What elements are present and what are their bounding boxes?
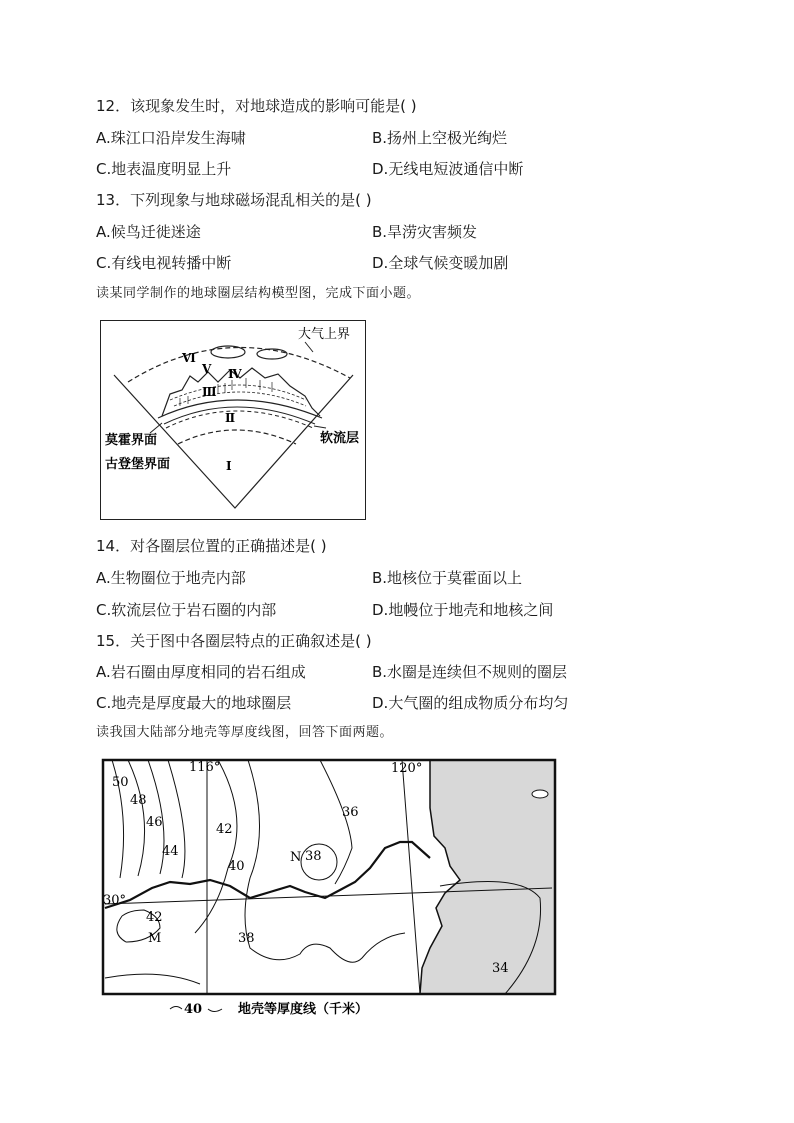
map-legend bbox=[168, 998, 428, 1020]
q13-option-b[interactable]: B.旱涝灾害频发 bbox=[372, 223, 478, 241]
label-asthenosphere: 软流层 bbox=[320, 431, 360, 446]
isoline-label-34: 34 bbox=[492, 961, 509, 976]
label-vi: Ⅵ bbox=[182, 351, 196, 365]
q15-stem: 15．关于图中各圈层特点的正确叙述是( ) bbox=[96, 632, 372, 650]
label-lon-116: 116° bbox=[189, 760, 221, 775]
crust-thickness-map-figure bbox=[100, 758, 560, 1020]
q15-option-d[interactable]: D.大气圈的组成物质分布均匀 bbox=[372, 694, 569, 712]
q12-option-b[interactable]: B.扬州上空极光绚烂 bbox=[372, 129, 508, 147]
q12-stem: 12．该现象发生时，对地球造成的影响可能是( ) bbox=[96, 97, 417, 115]
q13-stem: 13．下列现象与地球磁场混乱相关的是( ) bbox=[96, 191, 372, 209]
q14-stem: 14．对各圈层位置的正确描述是( ) bbox=[96, 537, 327, 555]
label-v: Ⅴ bbox=[202, 362, 212, 376]
earth-layers-figure bbox=[100, 320, 366, 520]
q12-option-c[interactable]: C.地表温度明显上升 bbox=[96, 160, 232, 178]
isoline-label-46: 46 bbox=[146, 815, 163, 830]
q15-option-c[interactable]: C.地壳是厚度最大的地球圈层 bbox=[96, 694, 292, 712]
isoline-label-42-m: 42 bbox=[146, 910, 163, 925]
earth-layers-diagram bbox=[100, 320, 366, 520]
q15-option-b[interactable]: B.水圈是连续但不规则的圈层 bbox=[372, 663, 568, 681]
label-atmosphere-top: 大气上界 bbox=[298, 327, 351, 342]
label-lat-30: 30° bbox=[103, 893, 127, 908]
isoline-label-50: 50 bbox=[112, 775, 129, 790]
island bbox=[532, 790, 548, 798]
isoline-label-40: 40 bbox=[228, 859, 245, 874]
q12-option-a[interactable]: A.珠江口沿岸发生海啸 bbox=[96, 129, 246, 147]
intro-earth-layers: 读某同学制作的地球圈层结构模型图，完成下面小题。 bbox=[96, 286, 421, 301]
isoline-label-38-north: 38 bbox=[305, 849, 322, 864]
isoline-label-48: 48 bbox=[130, 793, 147, 808]
meridian-120 bbox=[402, 760, 420, 994]
q15-option-a[interactable]: A.岩石圈由厚度相同的岩石组成 bbox=[96, 663, 306, 681]
isoline-label-38-south: 38 bbox=[238, 931, 255, 946]
point-n: N bbox=[290, 850, 302, 865]
label-i: Ⅰ bbox=[226, 459, 232, 473]
isoline-label-42: 42 bbox=[216, 822, 233, 837]
label-iii: Ⅲ bbox=[202, 385, 217, 399]
label-ii: Ⅱ bbox=[225, 411, 236, 425]
legend-isoline-value: 40 bbox=[184, 1002, 203, 1017]
q13-option-c[interactable]: C.有线电视转播中断 bbox=[96, 254, 232, 272]
label-moho: 莫霍界面 bbox=[105, 433, 158, 448]
isoline-label-44: 44 bbox=[162, 844, 179, 859]
point-m: M bbox=[148, 931, 162, 946]
intro-crust-map: 读我国大陆部分地壳等厚度线图，回答下面两题。 bbox=[96, 725, 394, 740]
q14-option-b[interactable]: B.地核位于莫霍面以上 bbox=[372, 569, 523, 587]
q14-option-a[interactable]: A.生物圈位于地壳内部 bbox=[96, 569, 246, 587]
q13-option-a[interactable]: A.候鸟迁徙迷途 bbox=[96, 223, 201, 241]
q14-option-c[interactable]: C.软流层位于岩石圈的内部 bbox=[96, 601, 277, 619]
q12-option-d[interactable]: D.无线电短波通信中断 bbox=[372, 160, 524, 178]
legend-label: 地壳等厚度线（千米） bbox=[238, 1002, 369, 1017]
label-gutenberg: 古登堡界面 bbox=[105, 457, 171, 472]
label-iv: Ⅳ bbox=[228, 367, 242, 381]
q14-option-d[interactable]: D.地幔位于地壳和地核之间 bbox=[372, 601, 554, 619]
crust-thickness-map bbox=[100, 758, 560, 1020]
isoline-label-36: 36 bbox=[342, 805, 359, 820]
label-lon-120: 120° bbox=[391, 761, 423, 776]
q13-option-d[interactable]: D.全球气候变暖加剧 bbox=[372, 254, 509, 272]
